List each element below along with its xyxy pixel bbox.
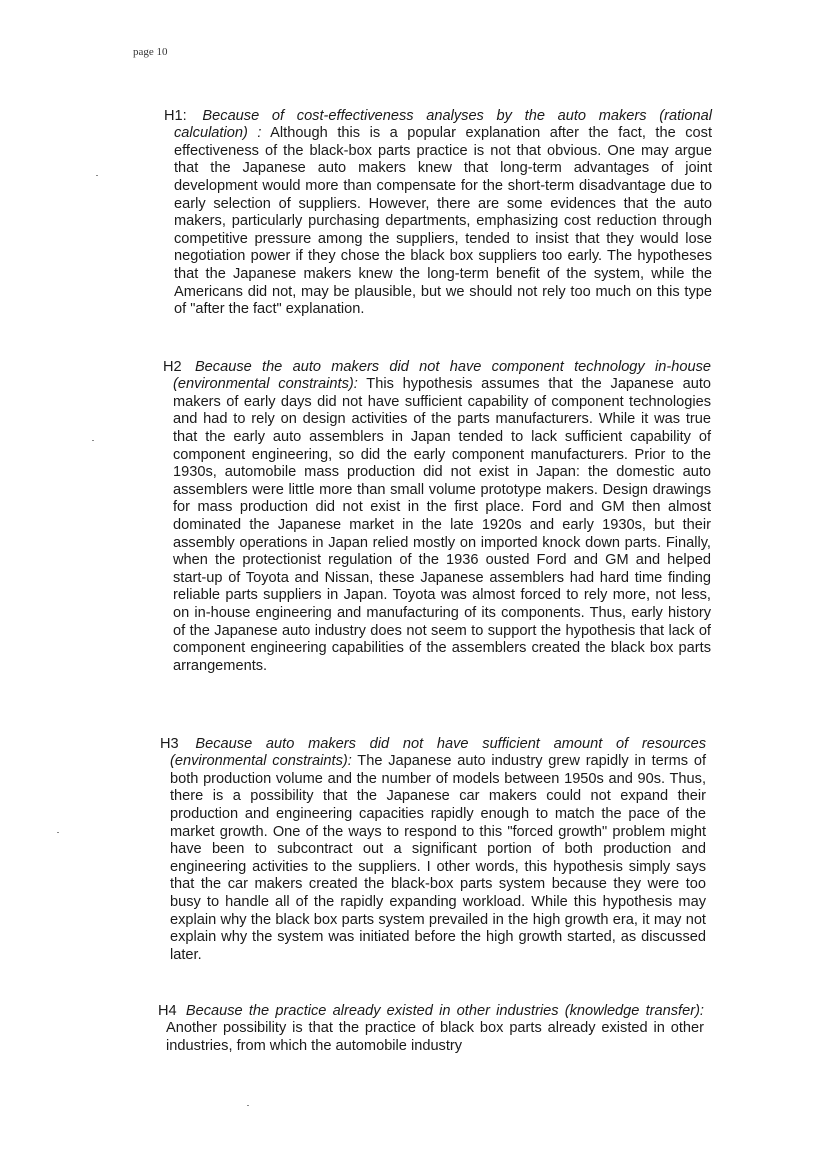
scan-speck	[57, 832, 59, 833]
page-number: page 10	[133, 46, 168, 58]
hypothesis-body: Although this is a popular explanation after the fact, the cost effectiveness of the black-box parts practice is not that obvious. One may argue that the Japanese auto makers knew that long-term advantages of joint development would more than compensate for the short-term disadvantage due to early selection of suppliers. However, there are some evidences that the auto makers, particularly purchasing departments, emphasizing cost reduction through competitive pressure among the suppliers, tended to insist that they would lose negotiation power if they chose the black box suppliers too early. The hypotheses that the Japanese makers knew the long-term benefit of the system, while the Americans did not, may be plausible, but we should not rely too much on this type of "after the fact" explanation.	[174, 125, 713, 318]
hypothesis-body: This hypothesis assumes that the Japanese auto makers of early days did not have sufficient capability of component technologies and had to rely on design activities of the parts manufacturers. While it was true that the early auto assemblers in Japan tended to lack sufficient capability of component engineering, so did the early component manufacturers. Prior to the 1930s, automobile mass production did not exist in Japan: the domestic auto assemblers were little more than small volume prototype makers. Design drawings for mass production did not exist in the first place. Ford and GM then almost dominated the Japanese market in the late 1920s and early 1930s, but their assembly operations in Japan relied mostly on imported knock down parts. Finally, when the protectionist regulation of the 1936 ousted Ford and GM and helped start-up of Toyota and Nissan, these Japanese assemblers had hard time finding reliable parts suppliers in Japan. Toyota was almost forced to rely more, not less, on in-house engineering and manufacturing of its components. Thus, early history of the Japanese auto industry does not seem to support the hypothesis that lack of component engineering capabilities of the assemblers created the black box parts arrangements.	[173, 376, 711, 674]
scan-speck	[247, 1105, 249, 1106]
scan-speck	[96, 175, 98, 176]
hypothesis-h2	[163, 358, 711, 676]
hypothesis-h4	[158, 1002, 704, 1056]
hypothesis-title: Because the auto makers did not have component technology in-house (environmental constraints):	[173, 358, 711, 393]
hypothesis-label: H2	[163, 358, 182, 375]
hypothesis-title: Because of cost-effectiveness analyses by the auto makers (rational calculation) :	[174, 107, 712, 142]
hypothesis-h3	[160, 735, 706, 965]
hypothesis-title: Because auto makers did not have sufficient amount of resources (environmental constraints):	[170, 735, 706, 770]
hypothesis-body: Another possibility is that the practice of black box parts already existed in other industries, from which the automobile industry	[166, 1020, 704, 1054]
hypothesis-title: Because the practice already existed in other industries (knowledge transfer):	[185, 1002, 704, 1019]
hypothesis-h1	[164, 107, 713, 319]
hypothesis-body: The Japanese auto industry grew rapidly in terms of both production volume and the number of models between 1950s and 90s. Thus, there is a possibility that the Japanese car makers could not expand their production and engineering capacities rapidly enough to match the pace of the market growth. One of the ways to respond to this "forced growth" problem might have been to subcontract out a significant portion of both production and engineering activities to the suppliers. I other words, this hypothesis simply says that the car makers created the black-box parts system because they were too busy to handle all of the rapidly expanding workload. While this hypothesis may explain why the black box parts system prevailed in the high growth era, it may not explain why the system was initiated before the high growth started, as discussed later.	[170, 753, 706, 963]
scan-speck	[92, 440, 94, 441]
hypothesis-label: H3	[160, 735, 179, 752]
hypothesis-label: H4	[158, 1002, 177, 1019]
hypothesis-label: H1:	[164, 107, 187, 124]
